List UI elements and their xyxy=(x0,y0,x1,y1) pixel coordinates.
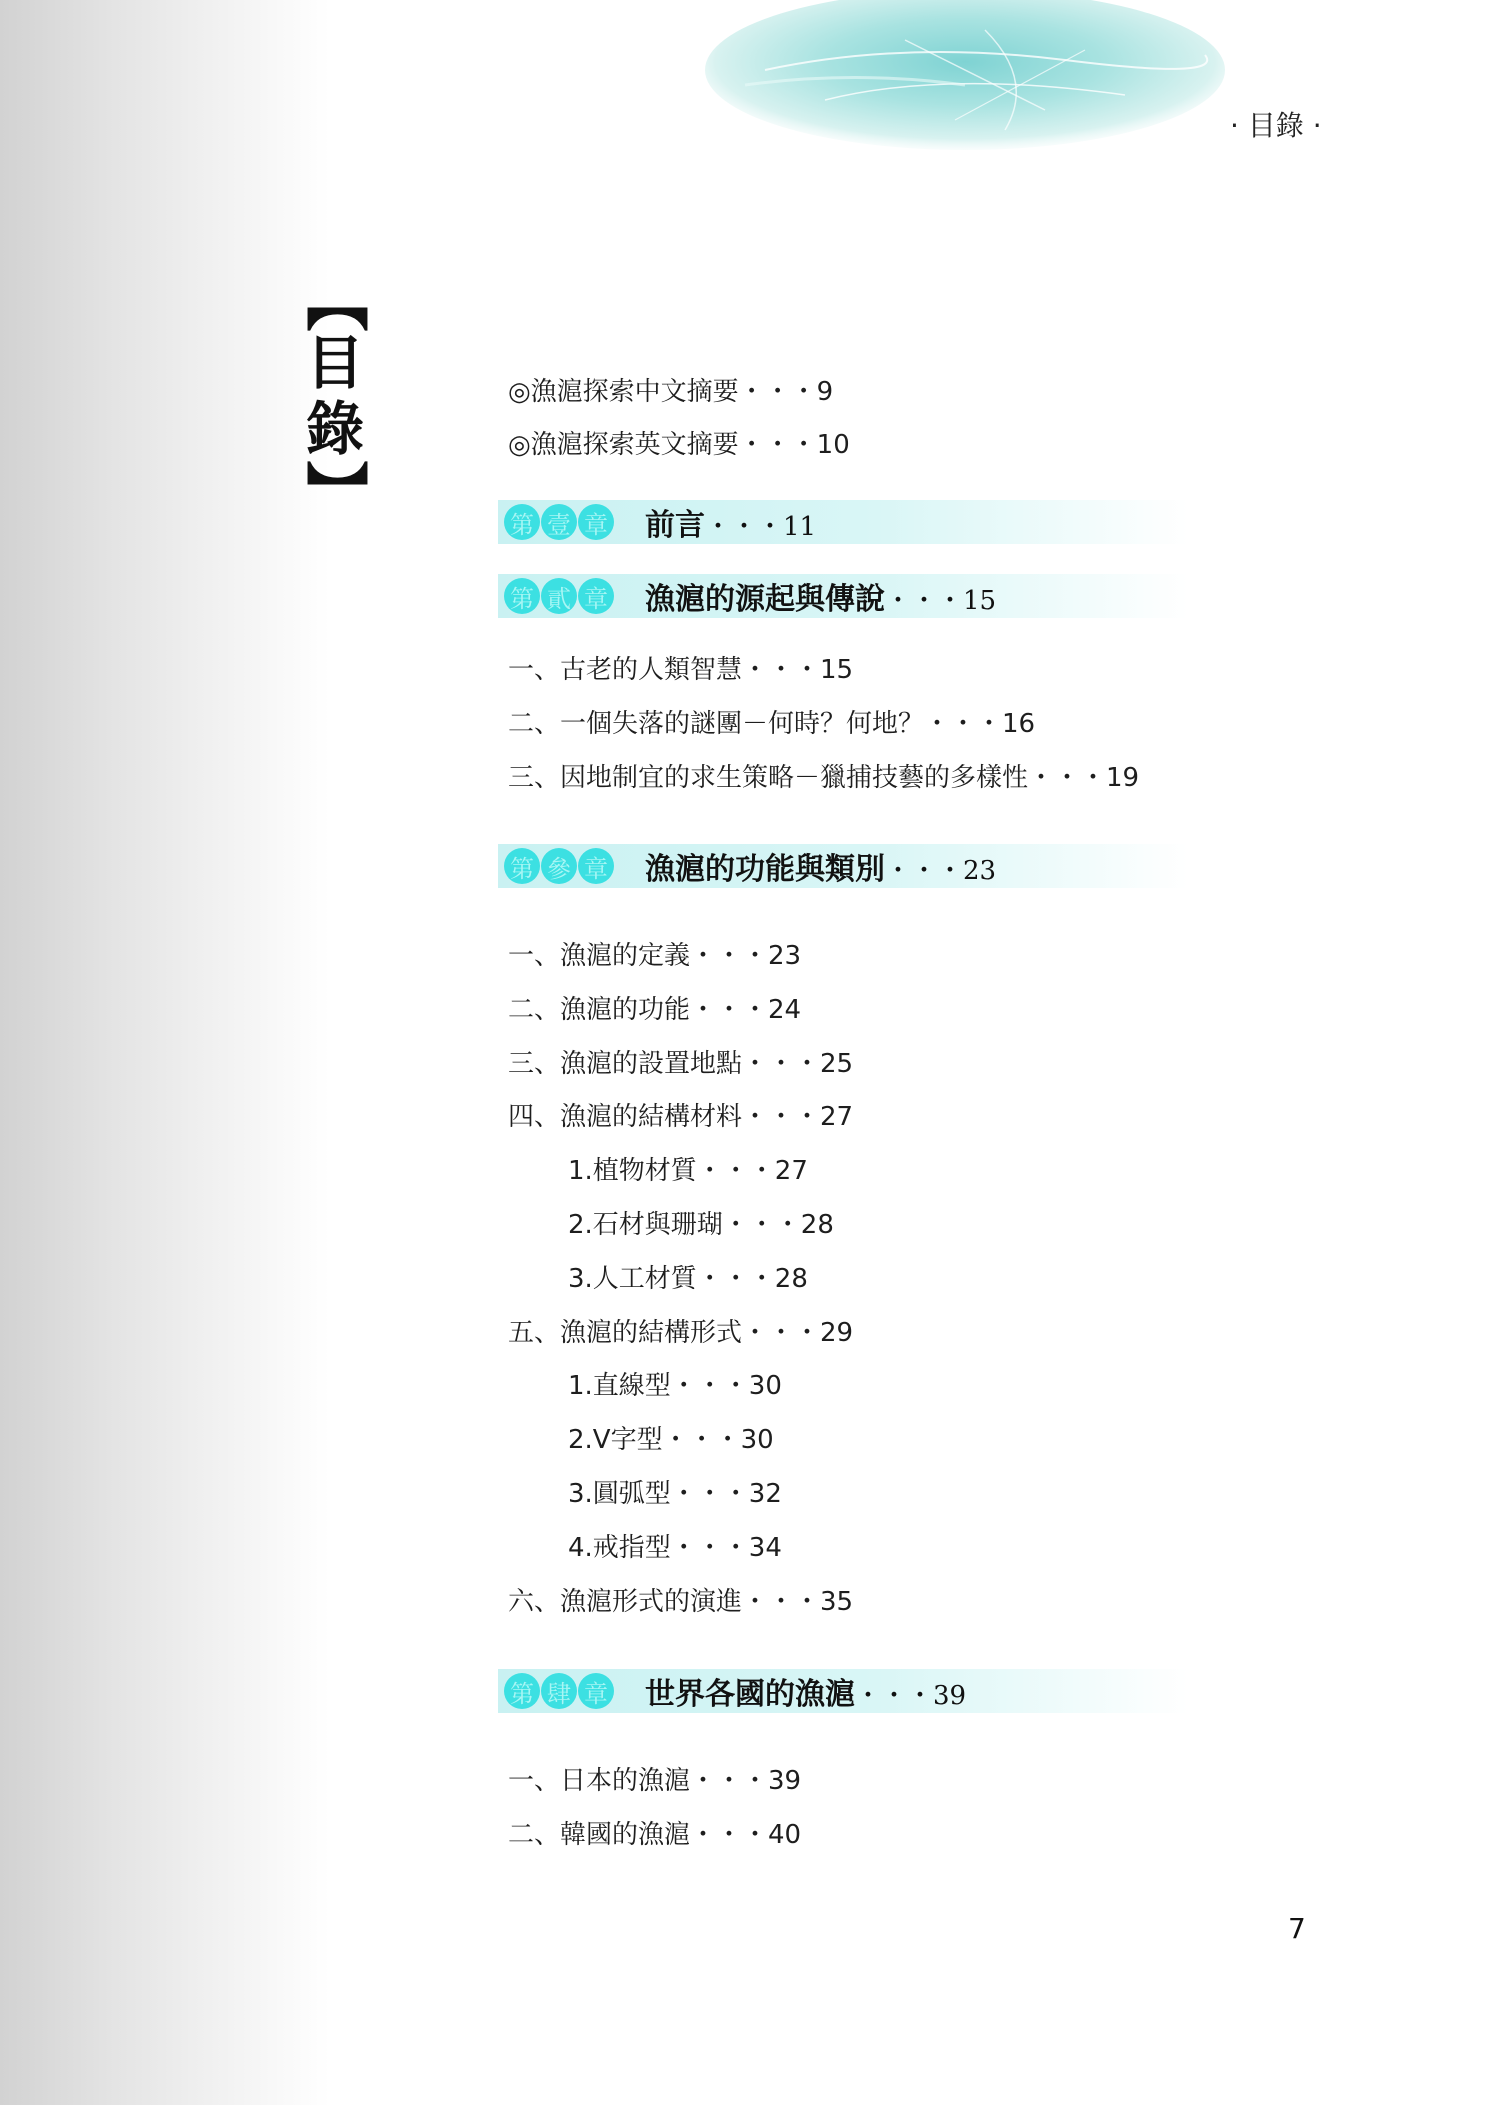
title-char: 目 xyxy=(305,329,364,397)
running-head: · 目錄 · xyxy=(1230,109,1322,142)
toc-entry[interactable]: 一、古老的人類智慧・・・15 xyxy=(508,655,854,685)
chapter-heading[interactable] xyxy=(498,500,1188,544)
chapter-title xyxy=(645,1669,966,1713)
toc-entry[interactable]: 三、漁滬的設置地點・・・25 xyxy=(508,1049,854,1079)
toc-entry[interactable]: 二、韓國的漁滬・・・40 xyxy=(508,1820,802,1850)
badge-char: 貳 xyxy=(541,578,577,614)
badge-char: 章 xyxy=(578,504,614,540)
toc-entry[interactable]: 二、一個失落的謎團－何時？何地？・・・16 xyxy=(508,709,1036,739)
chapter-dots: ・・・ xyxy=(705,512,784,542)
badge-char: 第 xyxy=(504,848,540,884)
chapter-heading[interactable] xyxy=(498,1669,1188,1713)
sea-header-illustration xyxy=(705,0,1225,150)
toc-subentry[interactable]: 3.人工材質・・・28 xyxy=(568,1264,808,1294)
toc-entry[interactable]: 四、漁滬的結構材料・・・27 xyxy=(508,1102,854,1132)
badge-char: 章 xyxy=(578,1673,614,1709)
chapter-title xyxy=(645,500,816,544)
toc-entry[interactable]: 三、因地制宜的求生策略－獵捕技藝的多樣性・・・19 xyxy=(508,763,1140,793)
chapter-dots: ・・・ xyxy=(885,586,964,616)
toc-entry[interactable]: 二、漁滬的功能・・・24 xyxy=(508,995,802,1025)
page-number: 7 xyxy=(1288,1912,1306,1945)
badge-char: 章 xyxy=(578,578,614,614)
title-close-bracket: 】 xyxy=(299,459,372,522)
badge-char: 第 xyxy=(504,578,540,614)
toc-subentry[interactable]: 1.直線型・・・30 xyxy=(568,1371,782,1401)
toc-entry[interactable]: 一、日本的漁滬・・・39 xyxy=(508,1766,802,1796)
title-open-bracket: 【 xyxy=(299,269,372,332)
chapter-page: 23 xyxy=(963,856,997,886)
toc-entry[interactable]: 一、漁滬的定義・・・23 xyxy=(508,941,802,971)
chapter-heading[interactable] xyxy=(498,844,1188,888)
chapter-badge xyxy=(504,578,615,614)
toc-subentry[interactable]: 2.石材與珊瑚・・・28 xyxy=(568,1210,834,1240)
chapter-page: 15 xyxy=(963,586,997,616)
badge-char: 壹 xyxy=(541,504,577,540)
badge-char: 參 xyxy=(541,848,577,884)
badge-char: 第 xyxy=(504,504,540,540)
badge-char: 第 xyxy=(504,1673,540,1709)
chapter-badge xyxy=(504,1673,615,1709)
chapter-badge xyxy=(504,504,615,540)
chapter-title xyxy=(645,574,996,618)
chapter-title-text: 前言 xyxy=(645,508,705,543)
toc-title xyxy=(299,269,372,522)
title-char: 錄 xyxy=(305,395,364,463)
badge-char: 肆 xyxy=(541,1673,577,1709)
toc-entry[interactable]: 六、漁滬形式的演進・・・35 xyxy=(508,1587,854,1617)
chapter-title-text: 世界各國的漁滬 xyxy=(645,1677,855,1712)
chapter-page: 39 xyxy=(933,1681,967,1711)
toc-subentry[interactable]: 2.V字型・・・30 xyxy=(568,1425,774,1455)
chapter-page: 11 xyxy=(783,512,817,542)
chapter-heading[interactable] xyxy=(498,574,1188,618)
chapter-dots: ・・・ xyxy=(885,856,964,886)
chapter-badge xyxy=(504,848,615,884)
toc-subentry[interactable]: 3.圓弧型・・・32 xyxy=(568,1479,782,1509)
chapter-title-text: 漁滬的功能與類別 xyxy=(645,852,885,887)
toc-subentry[interactable]: 4.戒指型・・・34 xyxy=(568,1533,782,1563)
chapter-dots: ・・・ xyxy=(855,1681,934,1711)
chapter-title-text: 漁滬的源起與傳說 xyxy=(645,582,885,617)
chapter-title xyxy=(645,844,996,888)
badge-char: 章 xyxy=(578,848,614,884)
toc-entry[interactable]: 五、漁滬的結構形式・・・29 xyxy=(508,1318,854,1348)
summary-entry[interactable]: ◎漁滬探索中文摘要・・・9 xyxy=(508,377,834,407)
toc-subentry[interactable]: 1.植物材質・・・27 xyxy=(568,1156,808,1186)
summary-entry[interactable]: ◎漁滬探索英文摘要・・・10 xyxy=(508,430,850,460)
page-margin-band xyxy=(0,0,330,2105)
